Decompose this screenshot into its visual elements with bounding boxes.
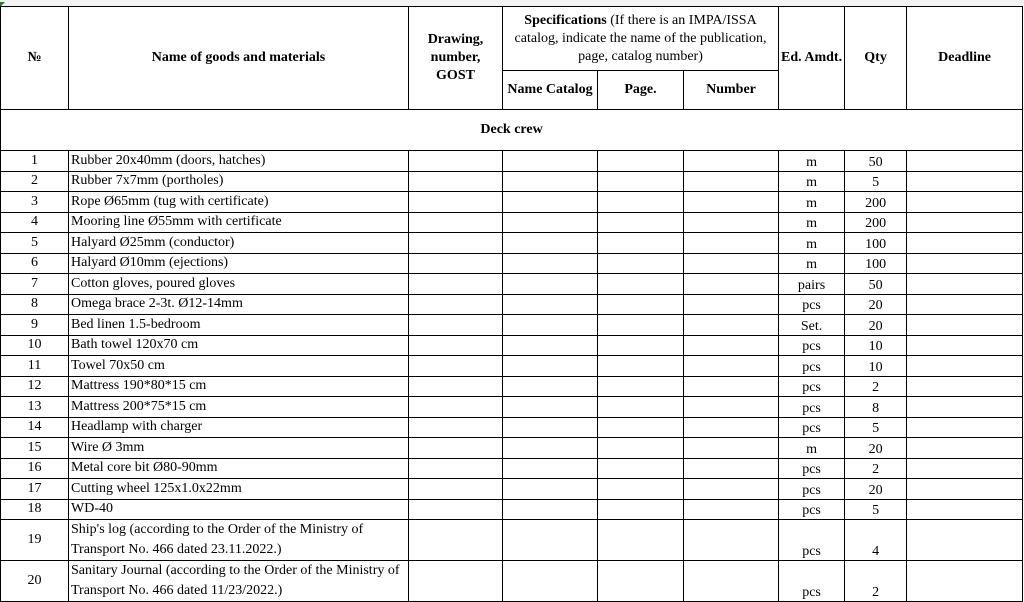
deadline-cell[interactable] [907, 151, 1023, 172]
row-number-cell[interactable]: 17 [1, 479, 69, 500]
catalog-name-cell[interactable] [503, 212, 598, 233]
catalog-page-cell[interactable] [598, 479, 684, 500]
item-name-cell[interactable]: Cutting wheel 125x1.0x22mm [69, 479, 409, 500]
qty-cell[interactable]: 2 [845, 376, 907, 397]
catalog-number-cell[interactable] [684, 561, 779, 602]
catalog-page-cell[interactable] [598, 458, 684, 479]
unit-cell[interactable]: pcs [779, 376, 845, 397]
catalog-number-cell[interactable] [684, 376, 779, 397]
item-name-cell[interactable]: Mattress 200*75*15 cm [69, 397, 409, 418]
drawing-cell[interactable] [409, 151, 503, 172]
catalog-number-cell[interactable] [684, 417, 779, 438]
unit-cell[interactable]: pcs [779, 479, 845, 500]
col-header-specifications[interactable] [503, 7, 779, 71]
deadline-cell[interactable] [907, 376, 1023, 397]
item-name-cell[interactable]: Wire Ø 3mm [69, 438, 409, 459]
deadline-cell[interactable] [907, 294, 1023, 315]
unit-cell[interactable]: pcs [779, 335, 845, 356]
deadline-cell[interactable] [907, 417, 1023, 438]
table-row [1, 151, 1023, 172]
catalog-page-cell[interactable] [598, 192, 684, 213]
catalog-name-cell[interactable] [503, 294, 598, 315]
qty-cell[interactable]: 200 [845, 192, 907, 213]
catalog-page-cell[interactable] [598, 151, 684, 172]
row-number-cell[interactable]: 11 [1, 356, 69, 377]
catalog-page-cell[interactable] [598, 171, 684, 192]
catalog-name-cell[interactable] [503, 417, 598, 438]
unit-cell[interactable]: pcs [779, 520, 845, 561]
catalog-number-cell[interactable] [684, 499, 779, 520]
catalog-page-cell[interactable] [598, 561, 684, 602]
drawing-cell[interactable] [409, 356, 503, 377]
deadline-cell[interactable] [907, 499, 1023, 520]
catalog-page-cell[interactable] [598, 315, 684, 336]
catalog-name-cell[interactable] [503, 192, 598, 213]
qty-cell[interactable]: 10 [845, 335, 907, 356]
catalog-page-cell[interactable] [598, 294, 684, 315]
catalog-page-cell[interactable] [598, 335, 684, 356]
row-number-cell[interactable]: 5 [1, 233, 69, 254]
qty-cell[interactable]: 100 [845, 253, 907, 274]
deadline-cell[interactable] [907, 397, 1023, 418]
drawing-cell[interactable] [409, 212, 503, 233]
deadline-cell[interactable] [907, 274, 1023, 295]
drawing-cell[interactable] [409, 479, 503, 500]
row-number-cell[interactable]: 10 [1, 335, 69, 356]
deadline-cell[interactable] [907, 171, 1023, 192]
catalog-page-cell[interactable] [598, 438, 684, 459]
unit-cell[interactable]: m [779, 192, 845, 213]
catalog-name-cell[interactable] [503, 233, 598, 254]
drawing-cell[interactable] [409, 233, 503, 254]
qty-cell[interactable]: 10 [845, 356, 907, 377]
qty-cell[interactable]: 200 [845, 212, 907, 233]
table-row [1, 192, 1023, 213]
unit-cell[interactable]: m [779, 253, 845, 274]
catalog-name-cell[interactable] [503, 438, 598, 459]
unit-cell[interactable]: m [779, 151, 845, 172]
catalog-name-cell[interactable] [503, 397, 598, 418]
deadline-cell[interactable] [907, 335, 1023, 356]
item-name-cell[interactable]: Ship's log (according to the Order of the Ministry of Transport No. 466 dated 23.11.2022.) [69, 520, 409, 561]
unit-cell[interactable]: pcs [779, 458, 845, 479]
deadline-cell[interactable] [907, 233, 1023, 254]
catalog-name-cell[interactable] [503, 171, 598, 192]
catalog-name-cell[interactable] [503, 458, 598, 479]
unit-cell[interactable]: pairs [779, 274, 845, 295]
row-number-cell[interactable]: 15 [1, 438, 69, 459]
col-header-drawing[interactable]: Drawing, number, GOST [409, 7, 503, 110]
unit-cell[interactable]: pcs [779, 397, 845, 418]
table-row [1, 458, 1023, 479]
goods-table [0, 6, 1023, 602]
catalog-page-cell[interactable] [598, 274, 684, 295]
table-row [1, 233, 1023, 254]
catalog-number-cell[interactable] [684, 397, 779, 418]
row-number-cell[interactable]: 2 [1, 171, 69, 192]
drawing-cell[interactable] [409, 192, 503, 213]
drawing-cell[interactable] [409, 376, 503, 397]
catalog-number-cell[interactable] [684, 294, 779, 315]
qty-cell[interactable]: 50 [845, 274, 907, 295]
qty-cell[interactable]: 5 [845, 417, 907, 438]
table-row [1, 335, 1023, 356]
item-name-cell[interactable]: Mattress 190*80*15 cm [69, 376, 409, 397]
item-name-cell[interactable]: Rubber 20x40mm (doors, hatches) [69, 151, 409, 172]
row-number-cell[interactable]: 20 [1, 561, 69, 602]
catalog-number-cell[interactable] [684, 151, 779, 172]
unit-cell[interactable]: pcs [779, 417, 845, 438]
catalog-name-cell[interactable] [503, 520, 598, 561]
drawing-cell[interactable] [409, 397, 503, 418]
item-name-cell[interactable]: Rope Ø65mm (tug with certificate) [69, 192, 409, 213]
drawing-cell[interactable] [409, 335, 503, 356]
section-title[interactable]: Deck crew [1, 110, 1023, 151]
catalog-name-cell[interactable] [503, 151, 598, 172]
qty-cell[interactable]: 5 [845, 499, 907, 520]
col-header-page[interactable]: Page. [598, 71, 684, 110]
spec-title: Specifications [524, 12, 607, 28]
catalog-page-cell[interactable] [598, 520, 684, 561]
row-number-cell[interactable]: 1 [1, 151, 69, 172]
unit-cell[interactable]: pcs [779, 561, 845, 602]
table-row [1, 212, 1023, 233]
qty-cell[interactable]: 20 [845, 479, 907, 500]
catalog-name-cell[interactable] [503, 356, 598, 377]
table-row [1, 499, 1023, 520]
catalog-number-cell[interactable] [684, 171, 779, 192]
row-number-cell[interactable]: 16 [1, 458, 69, 479]
drawing-cell[interactable] [409, 294, 503, 315]
row-number-cell[interactable]: 7 [1, 274, 69, 295]
col-header-unit[interactable]: Ed. Amdt. [779, 7, 845, 110]
item-name-cell[interactable]: Halyard Ø10mm (ejections) [69, 253, 409, 274]
drawing-cell[interactable] [409, 315, 503, 336]
row-number-cell[interactable]: 18 [1, 499, 69, 520]
row-number-cell[interactable]: 14 [1, 417, 69, 438]
catalog-number-cell[interactable] [684, 438, 779, 459]
col-header-deadline[interactable]: Deadline [907, 7, 1023, 110]
qty-cell[interactable]: 4 [845, 520, 907, 561]
drawing-cell[interactable] [409, 561, 503, 602]
qty-cell[interactable]: 20 [845, 438, 907, 459]
item-name-cell[interactable]: Sanitary Journal (according to the Order of the Ministry of Transport No. 466 dated 11/23/2022.) [69, 561, 409, 602]
table-row [1, 438, 1023, 459]
deadline-cell[interactable] [907, 212, 1023, 233]
catalog-page-cell[interactable] [598, 499, 684, 520]
catalog-page-cell[interactable] [598, 397, 684, 418]
catalog-number-cell[interactable] [684, 479, 779, 500]
row-number-cell[interactable]: 8 [1, 294, 69, 315]
drawing-cell[interactable] [409, 253, 503, 274]
deadline-cell[interactable] [907, 520, 1023, 561]
catalog-number-cell[interactable] [684, 212, 779, 233]
table-row [1, 561, 1023, 602]
catalog-number-cell[interactable] [684, 233, 779, 254]
deadline-cell[interactable] [907, 253, 1023, 274]
drawing-cell[interactable] [409, 274, 503, 295]
qty-cell[interactable]: 20 [845, 294, 907, 315]
unit-cell[interactable]: m [779, 212, 845, 233]
col-header-catalog-number[interactable]: Number [684, 71, 779, 110]
qty-cell[interactable]: 2 [845, 458, 907, 479]
qty-cell[interactable]: 8 [845, 397, 907, 418]
catalog-name-cell[interactable] [503, 335, 598, 356]
catalog-name-cell[interactable] [503, 315, 598, 336]
catalog-number-cell[interactable] [684, 315, 779, 336]
table-row [1, 253, 1023, 274]
catalog-number-cell[interactable] [684, 356, 779, 377]
item-name-cell[interactable]: Mooring line Ø55mm with certificate [69, 212, 409, 233]
col-header-qty[interactable]: Qty [845, 7, 907, 110]
table-row [1, 294, 1023, 315]
catalog-page-cell[interactable] [598, 376, 684, 397]
deadline-cell[interactable] [907, 356, 1023, 377]
row-number-cell[interactable]: 6 [1, 253, 69, 274]
item-name-cell[interactable]: Cotton gloves, poured gloves [69, 274, 409, 295]
drawing-cell[interactable] [409, 458, 503, 479]
catalog-page-cell[interactable] [598, 417, 684, 438]
item-name-cell[interactable]: Metal core bit Ø80-90mm [69, 458, 409, 479]
unit-cell[interactable]: m [779, 438, 845, 459]
item-name-cell[interactable]: Towel 70x50 cm [69, 356, 409, 377]
row-number-cell[interactable]: 4 [1, 212, 69, 233]
row-number-cell[interactable]: 19 [1, 520, 69, 561]
item-name-cell[interactable]: Headlamp with charger [69, 417, 409, 438]
col-header-number[interactable]: № [1, 7, 69, 110]
unit-cell[interactable]: pcs [779, 294, 845, 315]
table-row [1, 520, 1023, 561]
row-number-cell[interactable]: 13 [1, 397, 69, 418]
catalog-number-cell[interactable] [684, 335, 779, 356]
qty-cell[interactable]: 50 [845, 151, 907, 172]
unit-cell[interactable]: m [779, 171, 845, 192]
catalog-name-cell[interactable] [503, 499, 598, 520]
deadline-cell[interactable] [907, 438, 1023, 459]
catalog-number-cell[interactable] [684, 192, 779, 213]
catalog-page-cell[interactable] [598, 356, 684, 377]
catalog-name-cell[interactable] [503, 479, 598, 500]
unit-cell[interactable]: Set. [779, 315, 845, 336]
catalog-name-cell[interactable] [503, 561, 598, 602]
item-name-cell[interactable]: Bed linen 1.5-bedroom [69, 315, 409, 336]
item-name-cell[interactable]: Halyard Ø25mm (conductor) [69, 233, 409, 254]
drawing-cell[interactable] [409, 438, 503, 459]
qty-cell[interactable]: 2 [845, 561, 907, 602]
catalog-page-cell[interactable] [598, 233, 684, 254]
table-row [1, 417, 1023, 438]
item-name-cell[interactable]: WD-40 [69, 499, 409, 520]
item-name-cell[interactable]: Omega brace 2-3t. Ø12-14mm [69, 294, 409, 315]
drawing-cell[interactable] [409, 417, 503, 438]
catalog-number-cell[interactable] [684, 253, 779, 274]
unit-cell[interactable]: pcs [779, 356, 845, 377]
qty-cell[interactable]: 20 [845, 315, 907, 336]
item-name-cell[interactable]: Rubber 7x7mm (portholes) [69, 171, 409, 192]
catalog-number-cell[interactable] [684, 458, 779, 479]
qty-cell[interactable]: 5 [845, 171, 907, 192]
table-row [1, 356, 1023, 377]
table-row [1, 397, 1023, 418]
catalog-name-cell[interactable] [503, 253, 598, 274]
drawing-cell[interactable] [409, 499, 503, 520]
item-name-cell[interactable]: Bath towel 120x70 cm [69, 335, 409, 356]
drawing-cell[interactable] [409, 171, 503, 192]
deadline-cell[interactable] [907, 315, 1023, 336]
table-row [1, 479, 1023, 500]
deadline-cell[interactable] [907, 479, 1023, 500]
col-header-name[interactable]: Name of goods and materials [69, 7, 409, 110]
row-number-cell[interactable]: 3 [1, 192, 69, 213]
catalog-page-cell[interactable] [598, 212, 684, 233]
deadline-cell[interactable] [907, 192, 1023, 213]
spec-note: (If there is an IMPA/ISSA catalog, indicate the name of the publication, page, catalog number) [514, 12, 767, 64]
catalog-number-cell[interactable] [684, 274, 779, 295]
qty-cell[interactable]: 100 [845, 233, 907, 254]
catalog-page-cell[interactable] [598, 253, 684, 274]
unit-cell[interactable]: m [779, 233, 845, 254]
table-row [1, 171, 1023, 192]
deadline-cell[interactable] [907, 458, 1023, 479]
drawing-cell[interactable] [409, 520, 503, 561]
catalog-name-cell[interactable] [503, 376, 598, 397]
table-row [1, 315, 1023, 336]
table-row [1, 376, 1023, 397]
col-header-catalog[interactable]: Name Catalog [503, 71, 598, 110]
unit-cell[interactable]: pcs [779, 499, 845, 520]
catalog-name-cell[interactable] [503, 274, 598, 295]
row-number-cell[interactable]: 9 [1, 315, 69, 336]
deadline-cell[interactable] [907, 561, 1023, 602]
row-number-cell[interactable]: 12 [1, 376, 69, 397]
catalog-number-cell[interactable] [684, 520, 779, 561]
table-row [1, 274, 1023, 295]
